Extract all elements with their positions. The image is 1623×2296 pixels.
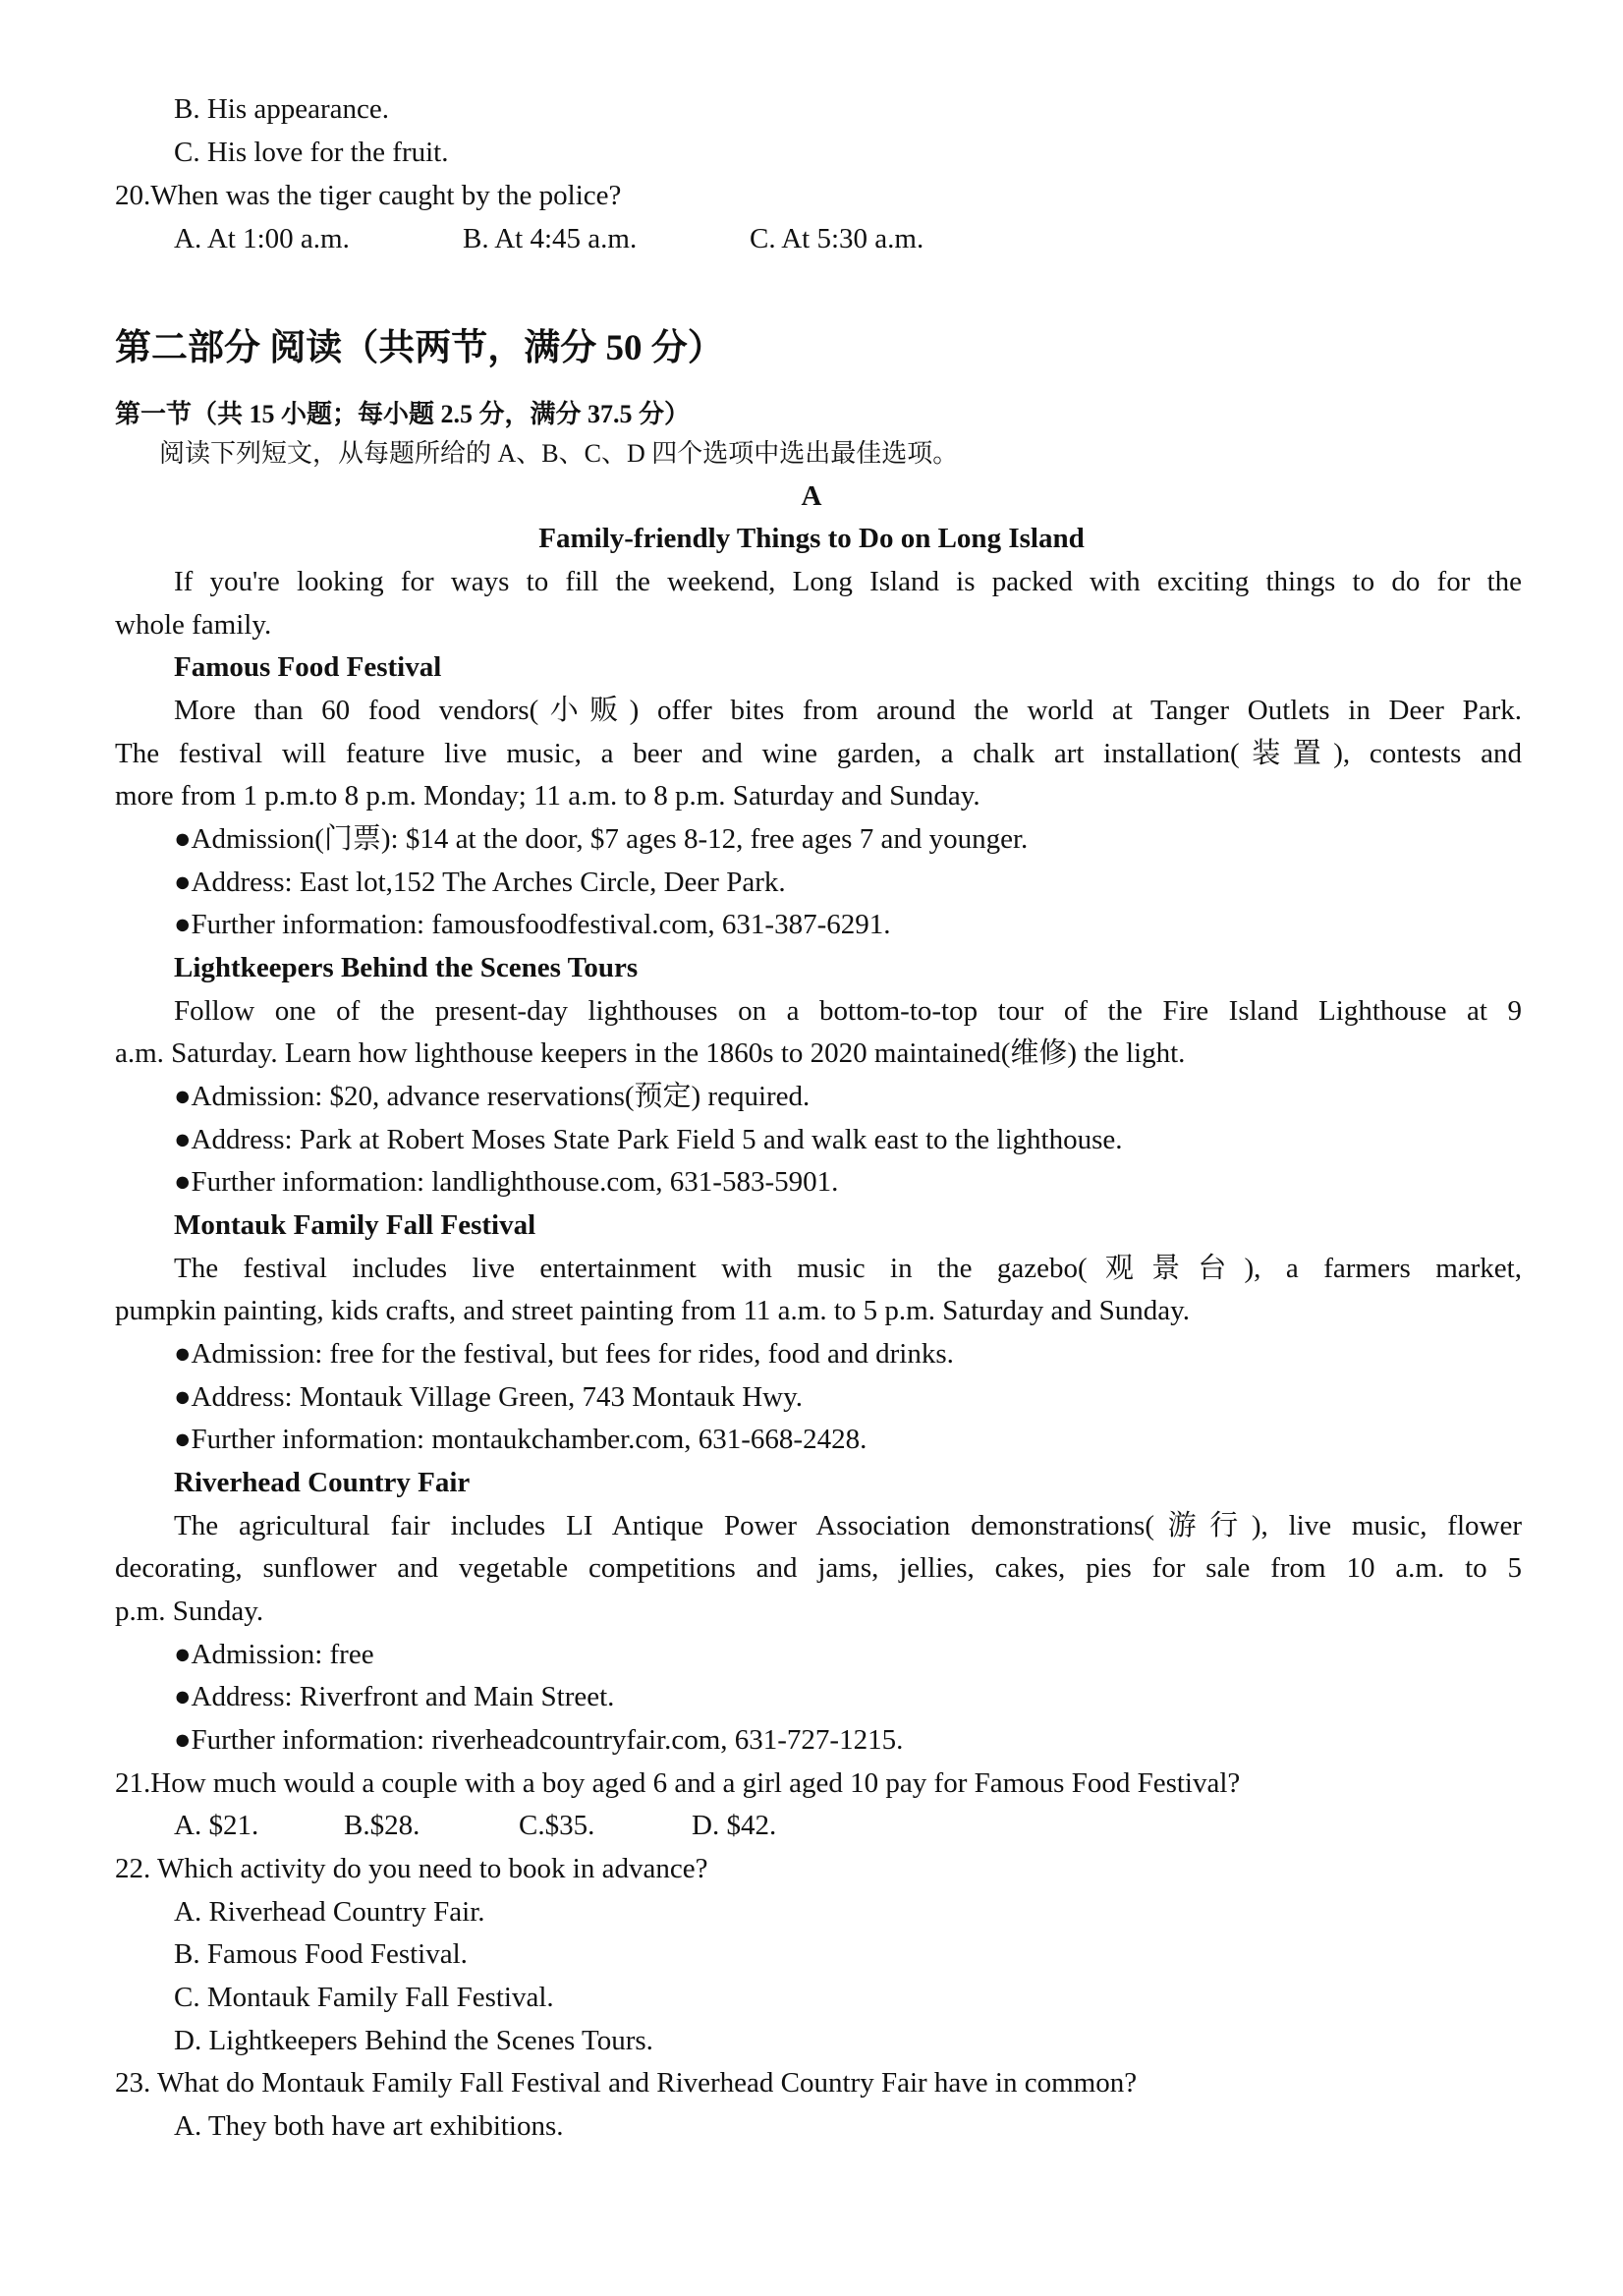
section1-heading: 第一节（共 15 小题；每小题 2.5 分，满分 37.5 分） (115, 400, 691, 428)
food-festival-body-3: more from 1 p.m.to 8 p.m. Monday; 11 a.m. to 8 p.m. Saturday and Sunday. (115, 780, 980, 812)
q22-option-c: C. Montauk Family Fall Festival. (174, 1982, 554, 2013)
food-festival-info: ●Further information: famousfoodfestival.com, 631-387-6291. (174, 909, 891, 940)
event-heading-lighthouse-tours: Lightkeepers Behind the Scenes Tours (174, 952, 639, 983)
lighthouse-body-1: Follow one of the present-day lighthouses on a bottom-to-top tour of the Fire Island Lighthouse at 9 (174, 995, 1522, 1027)
montauk-address: ●Address: Montauk Village Green, 743 Montauk Hwy. (174, 1381, 803, 1413)
montauk-body-1: The festival includes live entertainment with music in the gazebo(观景台), a farmers market, (174, 1253, 1522, 1284)
passage-title: Family-friendly Things to Do on Long Island (538, 523, 1085, 554)
q23-stem: 23. What do Montauk Family Fall Festival and Riverhead Country Fair have in common? (115, 2067, 1138, 2099)
event-heading-montauk-festival: Montauk Family Fall Festival (174, 1209, 536, 1241)
event-heading-riverhead-fair: Riverhead Country Fair (174, 1467, 471, 1498)
q21-option-c: C.$35. (519, 1810, 595, 1841)
lighthouse-body-2: a.m. Saturday. Learn how lighthouse keepers in the 1860s to 2020 maintained(维修) the light. (115, 1037, 1186, 1069)
lighthouse-info: ●Further information: landlighthouse.com, 631-583-5901. (174, 1166, 839, 1198)
food-festival-address: ●Address: East lot,152 The Arches Circle, Deer Park. (174, 867, 786, 898)
q21-stem: 21.How much would a couple with a boy aged 6 and a girl aged 10 pay for Famous Food Festival? (115, 1767, 1241, 1799)
q22-option-b: B. Famous Food Festival. (174, 1938, 468, 1970)
q20-option-a: A. At 1:00 a.m. (174, 223, 350, 254)
event-heading-food-festival: Famous Food Festival (174, 651, 442, 683)
q22-stem: 22. Which activity do you need to book in advance? (115, 1853, 708, 1884)
food-festival-body-2: The festival will feature live music, a beer and wine garden, a chalk art installation(装置), contests and (115, 738, 1522, 769)
part2-title: 第二部分 阅读（共两节，满分 50 分） (115, 328, 724, 368)
lighthouse-address: ●Address: Park at Robert Moses State Park Field 5 and walk east to the lighthouse. (174, 1124, 1123, 1155)
riverhead-body-3: p.m. Sunday. (115, 1596, 264, 1627)
q22-option-d: D. Lightkeepers Behind the Scenes Tours. (174, 2025, 653, 2056)
riverhead-info: ●Further information: riverheadcountryfair.com, 631-727-1215. (174, 1724, 904, 1756)
q19-option-c: C. His love for the fruit. (174, 137, 449, 168)
q21-option-a: A. $21. (174, 1810, 259, 1841)
q21-option-b: B.$28. (344, 1810, 420, 1841)
riverhead-body-2: decorating, sunflower and vegetable competitions and jams, jellies, cakes, pies for sale from 10 a.m. to 5 (115, 1552, 1522, 1584)
montauk-body-2: pumpkin painting, kids crafts, and street painting from 11 a.m. to 5 p.m. Saturday and Sunday. (115, 1295, 1191, 1326)
montauk-info: ●Further information: montaukchamber.com, 631-668-2428. (174, 1424, 867, 1455)
q20-option-c: C. At 5:30 a.m. (750, 223, 924, 254)
riverhead-address: ●Address: Riverfront and Main Street. (174, 1681, 615, 1712)
q19-option-b: B. His appearance. (174, 93, 390, 125)
q23-option-a: A. They both have art exhibitions. (174, 2110, 564, 2142)
q22-option-a: A. Riverhead Country Fair. (174, 1896, 485, 1928)
food-festival-body-1: More than 60 food vendors(小贩) offer bites from around the world at Tanger Outlets in Deer Park. (174, 695, 1522, 726)
intro-line-1: If you're looking for ways to fill the weekend, Long Island is packed with exciting things to do for the (174, 566, 1522, 597)
q21-option-d: D. $42. (692, 1810, 777, 1841)
riverhead-admission: ●Admission: free (174, 1639, 374, 1670)
passage-label: A (801, 480, 822, 512)
intro-line-2: whole family. (115, 609, 272, 641)
reading-instruction: 阅读下列短文，从每题所给的 A、B、C、D 四个选项中选出最佳选项。 (159, 439, 959, 468)
q20-stem: 20.When was the tiger caught by the police? (115, 180, 622, 211)
riverhead-body-1: The agricultural fair includes LI Antique Power Association demonstrations(游行), live music, flower (174, 1510, 1522, 1541)
montauk-admission: ●Admission: free for the festival, but fees for rides, food and drinks. (174, 1338, 954, 1370)
food-festival-admission: ●Admission(门票): $14 at the door, $7 ages 8-12, free ages 7 and younger. (174, 823, 1029, 855)
lighthouse-admission: ●Admission: $20, advance reservations(预定) required. (174, 1081, 811, 1112)
q20-option-b: B. At 4:45 a.m. (463, 223, 638, 254)
